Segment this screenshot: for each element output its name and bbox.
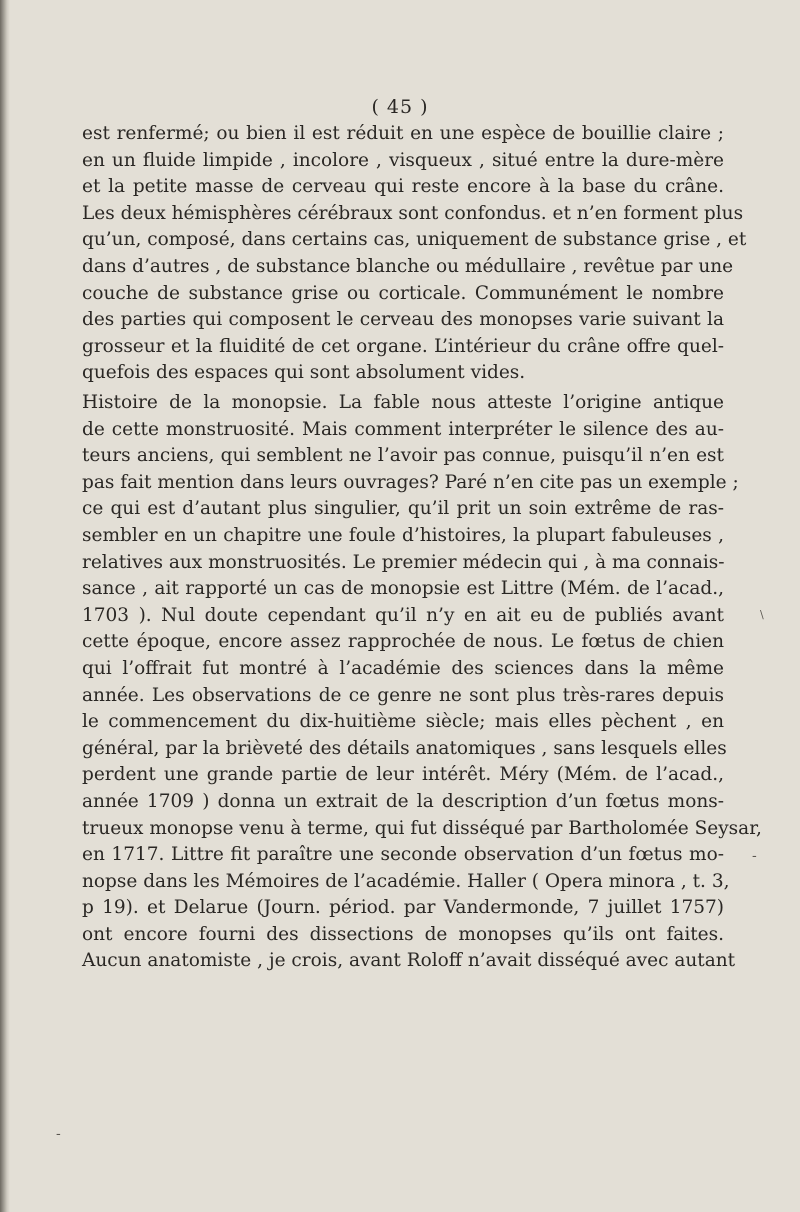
margin-mark: -	[752, 848, 757, 864]
text-line: général, par la brièveté des détails anatomiques , sans lesquels elles	[82, 737, 727, 759]
paragraph-2	[82, 390, 762, 975]
text-line: en 1717. Littre fit paraître une seconde observation d’un fœtus mo-	[82, 844, 724, 866]
text-line: p 19). et Delarue (Journ. périod. par Vandermonde, 7 juillet 1757)	[82, 897, 724, 919]
text-line: quefois des espaces qui sont absolument vides.	[82, 362, 526, 384]
page-number: ( 45 )	[371, 96, 429, 118]
text-line: qui l’offrait fut montré à l’académie des sciences dans la même	[82, 657, 724, 679]
text-line: cette époque, encore assez rapprochée de nous. Le fœtus de chien	[82, 631, 724, 653]
text-line: dans d’autres , de substance blanche ou médullaire , revêtue par une	[82, 255, 734, 277]
text-line: relatives aux monstruosités. Le premier médecin qui , à ma connais-	[82, 551, 725, 573]
text-line: grosseur et la fluidité de cet organe. L’intérieur du crâne offre quel-	[82, 335, 724, 357]
paragraph-1	[82, 121, 747, 387]
text-line: nopse dans les Mémoires de l’académie. Haller ( Opera minora , t. 3,	[82, 870, 730, 892]
text-line: teurs anciens, qui semblent ne l’avoir pas connue, puisqu’il n’en est	[82, 445, 724, 467]
text-line: le commencement du dix-huitième siècle; mais elles pèchent , en	[82, 711, 724, 733]
text-line: perdent une grande partie de leur intérêt. Méry (Mém. de l’acad.,	[82, 764, 724, 786]
text-line: sance , ait rapporté un cas de monopsie est Littre (Mém. de l’acad.,	[82, 578, 724, 600]
text-line: de cette monstruosité. Mais comment interpréter le silence des au-	[82, 418, 724, 440]
text-line: pas fait mention dans leurs ouvrages? Paré n’en cite pas un exemple ;	[82, 471, 739, 493]
text-line: année 1709 ) donna un extrait de la description d’un fœtus mons-	[82, 790, 724, 812]
text-line: année. Les observations de ce genre ne sont plus très-rares depuis	[82, 684, 724, 706]
text-line: Les deux hémisphères cérébraux sont confondus. et n’en forment plus	[82, 202, 744, 224]
text-line: sembler en un chapitre une foule d’histoires, la plupart fabuleuses ,	[82, 524, 724, 546]
margin-mark: -	[56, 1126, 61, 1142]
text-line: Histoire de la monopsie. La fable nous atteste l’origine antique	[82, 392, 724, 413]
text-line: est renfermé; ou bien il est réduit en une espèce de bouillie claire ;	[82, 123, 724, 144]
text-line: couche de substance grise ou corticale. Communément le nombre	[82, 282, 724, 304]
text-line: Aucun anatomiste , je crois, avant Roloff n’avait disséqué avec autant	[82, 950, 736, 972]
margin-mark: \	[760, 608, 764, 621]
text-line: et la petite masse de cerveau qui reste encore à la base du crâne.	[82, 176, 724, 198]
text-line: en un fluide limpide , incolore , visqueux , situé entre la dure-mère	[82, 149, 724, 171]
text-line: trueux monopse venu à terme, qui fut disséqué par Bartholomée Seysar,	[82, 817, 762, 839]
text-line: 1703 ). Nul doute cependant qu’il n’y en ait eu de publiés avant	[82, 604, 724, 626]
text-line: qu’un, composé, dans certains cas, uniquement de substance grise , et	[82, 229, 747, 251]
text-line: ont encore fourni des dissections de monopses qu’ils ont faites.	[82, 923, 724, 945]
text-line: des parties qui composent le cerveau des monopses varie suivant la	[82, 309, 724, 331]
text-line: ce qui est d’autant plus singulier, qu’il prit un soin extrême de ras-	[82, 498, 724, 520]
